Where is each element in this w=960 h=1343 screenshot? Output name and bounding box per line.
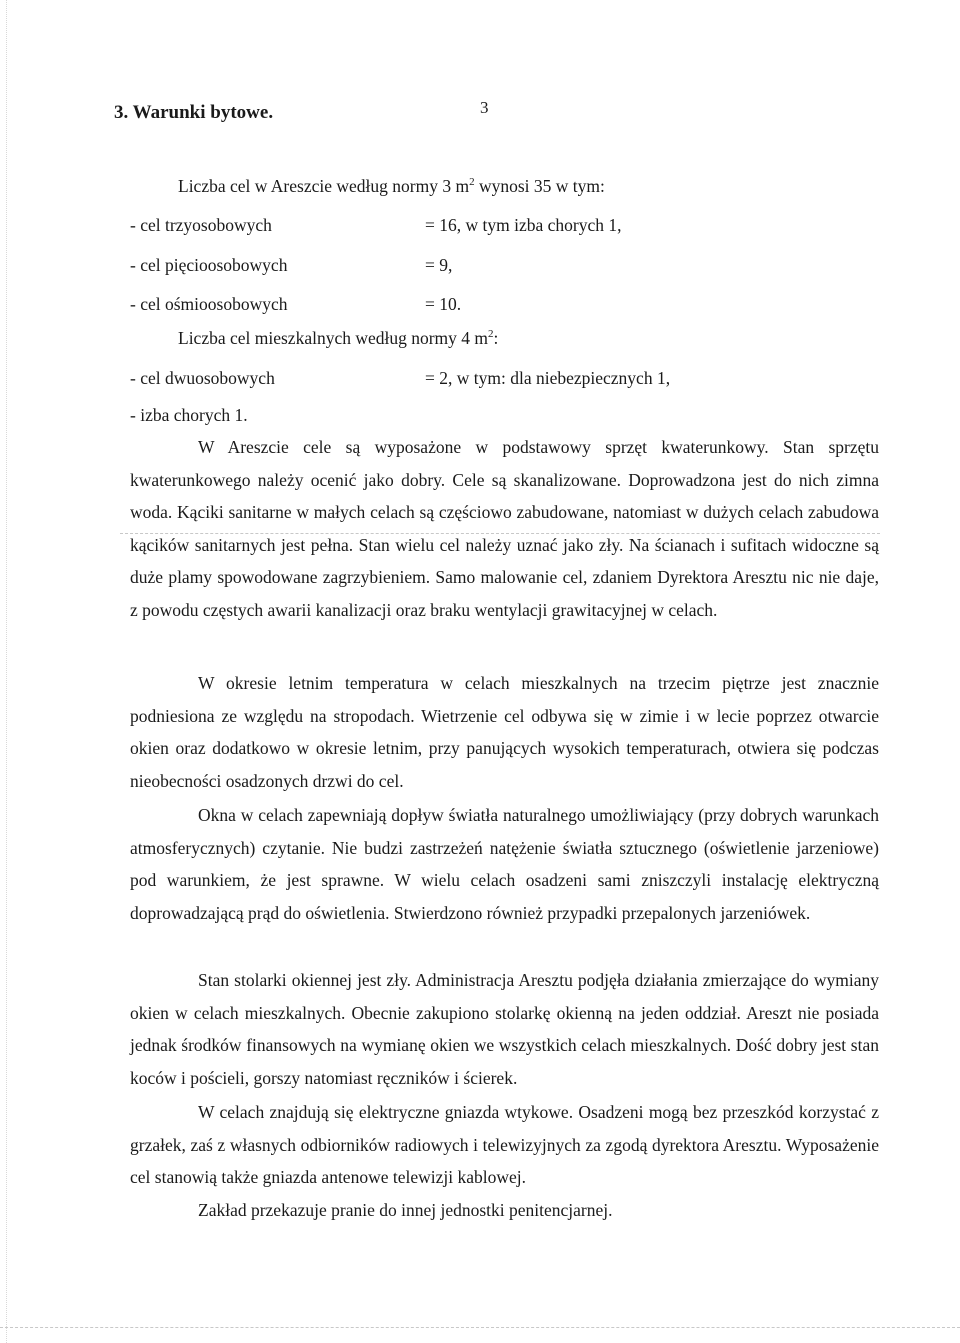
list-item-three-person: - cel trzyosobowych = 16, w tym izba chorych 1, (130, 215, 622, 235)
list-item-eight-person: - cel ośmioosobowych = 10. (130, 294, 462, 314)
paragraph-lighting: Okna w celach zapewniają dopływ światła naturalnego umożliwiający (przy dobrych warunkach atmosferycznych) czytanie. Nie budzi zastrzeżeń natężenie światła sztucznego (oświetlenie jarzeniowe) pod warunkiem, że jest sprawne. W wielu celach osadzeni sami zniszczyli instalację elektryczną doprowadzającą prąd do oświetlenia. Stwierdzono również przypadki przepalonych jarzeniówek. (130, 805, 879, 923)
list-item-infirmary: - izba chorych 1. (130, 405, 248, 425)
paragraph-ventilation: W okresie letnim temperatura w celach mieszkalnych na trzecim piętrze jest znacznie podniesiona ze względu na stropodach. Wietrzenie cel odbywa się w zimie i w lecie poprzez otwarcie okien oraz dodatkowo w okresie letnim, przy panujących wysokich temperaturach, otwiera się podczas nieobecności osadzonych drzwi do cel. (130, 673, 879, 791)
cells-norm-3m2-intro: Liczba cel w Areszcie według normy 3 $m^2$ wynosi 35 w tym: (178, 176, 605, 196)
paragraph-sockets: W celach znajdują się elektryczne gniazda wtykowe. Osadzeni mogą bez przeszkód korzystać z grzałek, zaś z własnych odbiorników radiowych i telewizyjnych za zgodą dyrektora Aresztu. Wyposażenie cel stanowią także gniazda antenowe telewizji kablowej. (130, 1102, 879, 1187)
page-number: 3 (480, 98, 489, 117)
paragraph-windows: Stan stolarki okiennej jest zły. Administracja Aresztu podjęła działania zmierzające do wymiany okien w celach mieszkalnych. Obecnie zakupiono stolarkę okienną na jeden oddział. Areszt nie posiada jednak środków finansowych na wymianę okien we wszystkich celach mieszkalnych. Dość dobry jest stan koców i pościeli, gorszy natomiast ręczników i ścierek. (130, 970, 879, 1088)
section-heading: 3. Warunki bytowe. (114, 102, 274, 123)
scan-footer-artifact (0, 1327, 960, 1328)
scan-line-artifact (120, 533, 880, 534)
paragraph-laundry: Zakład przekazuje pranie do innej jednostki penitencjarnej. (198, 1200, 613, 1220)
list-item-two-person: - cel dwuosobowych = 2, w tym: dla niebezpiecznych 1, (130, 368, 671, 388)
list-item-five-person: - cel pięcioosobowych = 9, (130, 255, 453, 275)
paragraph-equipment: W Areszcie cele są wyposażone w podstawowy sprzęt kwaterunkowy. Stan sprzętu kwaterunkowego należy ocenić jako dobry. Cele są skanalizowane. Doprowadzona jest do nich zimna woda. Kąciki sanitarne w małych celach są częściowo zabudowane, natomiast w dużych celach zabudowa kącików sanitarnych jest pełna. Stan wielu cel należy uznać jako zły. Na ścianach i sufitach widoczne są duże plamy spowodowane zagrzybieniem. Samo malowanie cel, zdaniem Dyrektora Aresztu nic nie daje, z powodu częstych awarii kanalizacji oraz braku wentylacji grawitacyjnej w celach. (130, 437, 879, 620)
scan-edge-marks (6, 0, 7, 1343)
cells-norm-4m2-intro: Liczba cel mieszkalnych według normy 4 $m^2$: (178, 328, 499, 348)
